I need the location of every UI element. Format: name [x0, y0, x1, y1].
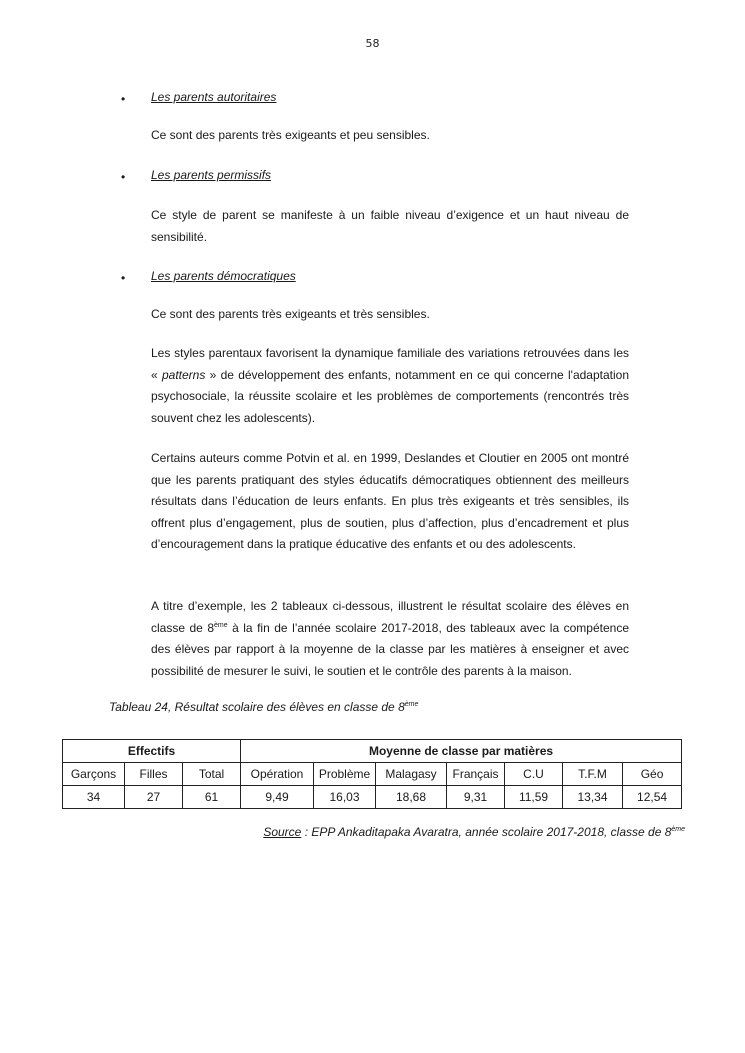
- bullet-dot: •: [121, 271, 126, 285]
- paragraph-text: Les styles parentaux favorisent la dynamique familiale des variations retrouvées dans les «: [151, 346, 629, 382]
- column-header: Garçons: [63, 763, 125, 786]
- paragraph-text: à la fin de l’année scolaire 2017-2018, des tableaux avec la compétence des élèves par rapport à la moyenne de la classe par les matières à enseigner et avec possibilité de mesurer le suivi, le soutien et le contrôle des parents à la maison.: [151, 620, 629, 678]
- paragraph-text: » de développement des enfants, notamment en ce qui concerne l'adaptation psychosociale, la réussite scolaire et les problèmes de comportements (rencontrés très souvent chez les adolescents).: [151, 367, 629, 425]
- bullet-text-autoritaires: Ce sont des parents très exigeants et peu sensibles.: [151, 128, 430, 142]
- column-header: T.F.M: [563, 763, 623, 786]
- column-header: Malagasy: [376, 763, 447, 786]
- source-label: Source: [263, 825, 302, 839]
- table-cell: 34: [63, 786, 125, 809]
- table-group-header-row: [63, 740, 682, 763]
- paragraph-exemple: [151, 596, 629, 682]
- bullet-dot: •: [121, 170, 126, 184]
- page-number: 58: [365, 37, 380, 50]
- column-header: Total: [183, 763, 241, 786]
- table-caption: [109, 700, 418, 714]
- results-table: [62, 739, 682, 809]
- table-cell: 61: [183, 786, 241, 809]
- superscript: ème: [214, 621, 228, 629]
- column-header: Filles: [125, 763, 183, 786]
- emphasis-patterns: patterns: [161, 367, 206, 382]
- bullet-text-permissifs: Ce style de parent se manifeste à un faible niveau d’exigence et un haut niveau de sensibilité.: [151, 208, 629, 244]
- superscript: ème: [404, 701, 419, 708]
- paragraph-auteurs: Certains auteurs comme Potvin et al. en 1999, Deslandes et Cloutier en 2005 ont montré que les parents pratiquant des styles éducatifs démocratiques obtiennent des meilleurs résultats dans l’éducation de leurs enfants. En plus très exigeants et très sensibles, ils offrent plus d’engagement, plus de soutien, plus d’affection, plus d’encadrement et plus d’encouragement dans la pratique éducative des enfants et ou des adolescents.: [151, 451, 629, 551]
- source-text: : EPP Ankaditapaka Avaratra, année scolaire 2017-2018, classe de 8: [301, 825, 672, 839]
- column-header: C.U: [505, 763, 563, 786]
- header-moyenne: Moyenne de classe par matières: [241, 740, 682, 763]
- paragraph-styles-parentaux: [151, 343, 629, 429]
- header-effectifs: Effectifs: [63, 740, 241, 763]
- table-cell: 11,59: [505, 786, 563, 809]
- bullet-text-democratiques: Ce sont des parents très exigeants et très sensibles.: [151, 307, 430, 321]
- table-row: [63, 786, 682, 809]
- table-cell: 16,03: [314, 786, 376, 809]
- column-header: Opération: [241, 763, 314, 786]
- superscript: ème: [671, 826, 685, 833]
- table-cell: 9,31: [447, 786, 505, 809]
- column-header: Français: [447, 763, 505, 786]
- column-header: Géo: [623, 763, 682, 786]
- bullet-heading-autoritaires: Les parents autoritaires: [151, 90, 277, 104]
- table-cell: 13,34: [563, 786, 623, 809]
- table-cell: 9,49: [241, 786, 314, 809]
- bullet-heading-democratiques: Les parents démocratiques: [151, 269, 296, 283]
- table-cell: 18,68: [376, 786, 447, 809]
- column-header: Problème: [314, 763, 376, 786]
- bullet-heading-permissifs: Les parents permissifs: [151, 168, 272, 182]
- table-cell: 12,54: [623, 786, 682, 809]
- table-column-header-row: [63, 763, 682, 786]
- table-source: [263, 825, 685, 839]
- caption-text: Tableau 24, Résultat scolaire des élèves en classe de 8: [109, 700, 405, 714]
- bullet-dot: •: [121, 92, 126, 106]
- table-cell: 27: [125, 786, 183, 809]
- paragraph-text: A titre d’exemple, les 2 tableaux ci-dessous, illustrent le résultat scolaire des élèves en classe de 8: [151, 599, 629, 635]
